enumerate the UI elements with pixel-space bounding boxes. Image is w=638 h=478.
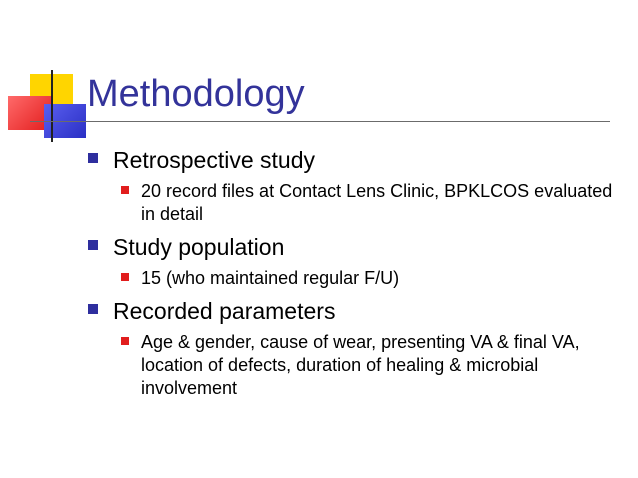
sub-bullet-item-population-count	[88, 267, 618, 290]
bullet-text: Recorded parameters	[113, 298, 336, 324]
bullet-text: Study population	[113, 234, 285, 260]
square-bullet-icon	[121, 186, 129, 194]
sub-bullet-text: Age & gender, cause of wear, presenting VA & final VA, location of defects, duration of healing & microbial involvement	[141, 332, 580, 398]
bullet-item-recorded-parameters	[88, 295, 618, 328]
sub-bullet-text: 20 record files at Contact Lens Clinic, BPKLCOS evaluated in detail	[141, 181, 613, 224]
square-bullet-icon	[121, 337, 129, 345]
square-bullet-icon	[121, 273, 129, 281]
square-bullet-icon	[88, 240, 98, 250]
bullet-item-retrospective-study	[88, 144, 618, 177]
bullet-item-study-population	[88, 231, 618, 264]
slide-title: Methodology	[87, 73, 305, 115]
bullet-list	[88, 144, 618, 400]
sub-bullet-text: 15 (who maintained regular F/U)	[141, 268, 400, 288]
square-bullet-icon	[88, 304, 98, 314]
bullet-text: Retrospective study	[113, 147, 315, 173]
title-underline-divider	[30, 121, 610, 122]
square-bullet-icon	[88, 153, 98, 163]
logo-vertical-line	[51, 70, 53, 142]
sub-bullet-item-record-files	[88, 180, 618, 226]
sub-bullet-item-parameters-list	[88, 331, 618, 400]
